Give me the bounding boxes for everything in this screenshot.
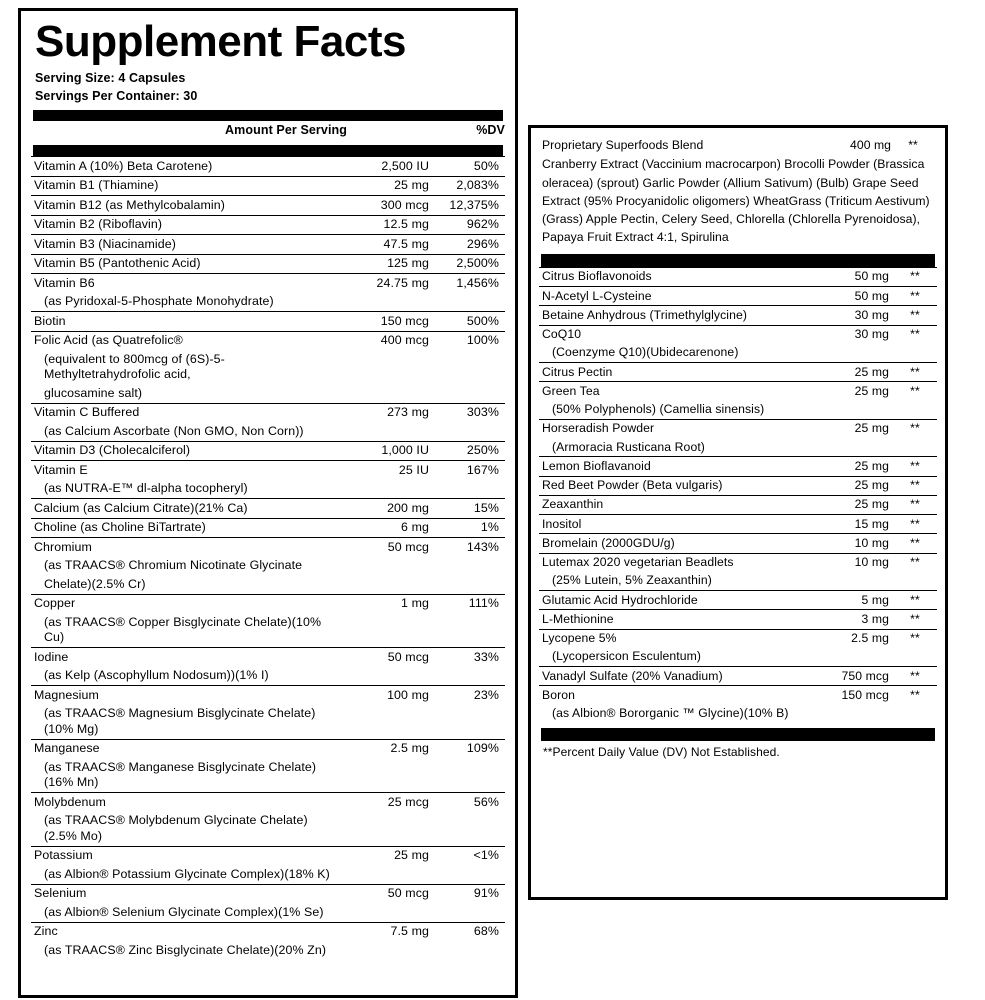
nutrient-amount xyxy=(333,812,437,847)
nutrient-amount: 15 mg xyxy=(803,515,893,534)
nutrient-dv: 1% xyxy=(437,518,505,538)
serving-size: Serving Size: 4 Capsules xyxy=(35,71,186,86)
nutrient-dv xyxy=(437,667,505,686)
nutrient-dv: 91% xyxy=(437,884,505,903)
nutrient-dv: 33% xyxy=(437,648,505,667)
nutrient-name: Vitamin B5 (Pantothenic Acid) xyxy=(31,254,333,274)
column-header-dv: %DV xyxy=(476,122,505,137)
nutrient-amount: 10 mg xyxy=(803,553,893,572)
nutrient-amount: 10 mg xyxy=(803,534,893,553)
dv-footnote: **Percent Daily Value (DV) Not Established. xyxy=(543,744,780,759)
proprietary-blend xyxy=(539,134,937,249)
nutrient-amount xyxy=(333,667,437,686)
nutrient-name: Vitamin E xyxy=(31,461,333,480)
nutrient-amount: 273 mg xyxy=(333,403,437,422)
nutrient-amount xyxy=(333,705,437,740)
nutrient-dv: ** xyxy=(893,591,937,610)
nutrient-name: (Lycopersicon Esculentum) xyxy=(552,649,702,664)
nutrient-dv: 23% xyxy=(437,686,505,705)
nutrient-name: (Coenzyme Q10)(Ubidecarenone) xyxy=(552,345,739,360)
nutrient-name: (as Albion® Selenium Glycinate Complex)(1% Se) xyxy=(44,904,324,919)
nutrient-dv: 296% xyxy=(437,235,505,255)
nutrient-amount xyxy=(333,557,437,576)
nutrient-dv xyxy=(437,705,505,740)
nutrient-amount xyxy=(803,344,893,363)
nutrient-amount xyxy=(333,350,437,384)
nutrient-amount xyxy=(333,758,437,793)
nutrient-amount: 750 mcg xyxy=(803,667,893,686)
table-row xyxy=(31,705,505,740)
nutrient-name: Chromium xyxy=(31,538,333,557)
nutrient-dv: 303% xyxy=(437,403,505,422)
nutrient-amount: 5 mg xyxy=(803,591,893,610)
nutrient-name: Bromelain (2000GDU/g) xyxy=(539,534,803,553)
divider-thick-blend xyxy=(541,254,935,267)
nutrient-name: Inositol xyxy=(539,515,803,534)
nutrient-name: (50% Polyphenols) (Camellia sinensis) xyxy=(552,402,765,417)
nutrient-name: Citrus Bioflavonoids xyxy=(539,267,803,286)
nutrient-amount xyxy=(333,865,437,884)
nutrient-amount: 25 IU xyxy=(333,461,437,480)
table-row xyxy=(31,499,505,519)
table-row xyxy=(31,235,505,255)
table-row xyxy=(539,344,937,363)
nutrient-name: (as TRAACS® Zinc Bisglycinate Chelate)(20% Zn) xyxy=(44,942,327,957)
nutrient-dv: 56% xyxy=(437,793,505,812)
divider-thick-bottom xyxy=(541,728,935,741)
nutrient-dv: ** xyxy=(893,667,937,686)
nutrient-amount xyxy=(333,384,437,403)
nutrient-dv: ** xyxy=(893,267,937,286)
nutrient-dv: ** xyxy=(893,287,937,306)
nutrient-amount: 200 mg xyxy=(333,499,437,519)
nutrient-dv: ** xyxy=(893,382,937,401)
table-row xyxy=(31,196,505,216)
nutrient-name: Vanadyl Sulfate (20% Vanadium) xyxy=(539,667,803,686)
nutrient-name: Vitamin B3 (Niacinamide) xyxy=(31,235,333,255)
table-row xyxy=(31,461,505,480)
nutrient-dv xyxy=(893,572,937,591)
nutrient-name: (as TRAACS® Copper Bisglycinate Chelate)(10% Cu) xyxy=(44,614,322,645)
nutrient-amount: 2.5 mg xyxy=(803,629,893,648)
nutrient-amount: 50 mg xyxy=(803,287,893,306)
nutrient-name: Vitamin A (10%) Beta Carotene) xyxy=(31,157,333,177)
table-row xyxy=(539,629,937,648)
blend-name: Proprietary Superfoods Blend xyxy=(542,138,704,152)
nutrient-dv xyxy=(893,438,937,457)
nutrient-amount: 100 mg xyxy=(333,686,437,705)
table-row xyxy=(31,254,505,274)
nutrient-dv: ** xyxy=(893,325,937,344)
nutrient-name: (as TRAACS® Magnesium Bisglycinate Chelate)(10% Mg) xyxy=(44,706,316,736)
table-row xyxy=(539,419,937,438)
nutrient-name: (as TRAACS® Molybdenum Glycinate Chelate)(2.5% Mo) xyxy=(44,813,308,843)
table-row xyxy=(539,267,937,286)
blend-ingredients: Cranberry Extract (Vaccinium macrocarpon) Brocolli Powder (Brassica oleracea) (sprout) Garlic Powder (Allium Sativum) (Bulb) Grape Seed Extract (95% Procyanidolic oligomers) WheatGrass (Triticum Aestivum) (Grass) Apple Pectin, Celery Seed, Chlorella (Chlorella Pyrenoidosa), Papaya Fruit Extract 4:1, Spirulina xyxy=(542,157,930,245)
nutrient-dv xyxy=(893,344,937,363)
nutrient-dv xyxy=(437,575,505,594)
nutrient-rows-right xyxy=(539,267,937,723)
supplement-facts-panel-right xyxy=(528,125,948,900)
table-row xyxy=(539,515,937,534)
nutrient-dv xyxy=(893,648,937,667)
table-row xyxy=(539,667,937,686)
table-row xyxy=(539,705,937,723)
nutrient-name: (as Calcium Ascorbate (Non GMO, Non Corn)) xyxy=(44,423,304,438)
nutrient-amount: 50 mcg xyxy=(333,648,437,667)
nutrient-amount xyxy=(803,401,893,420)
nutrient-dv: <1% xyxy=(437,846,505,865)
nutrient-dv: 15% xyxy=(437,499,505,519)
blend-dv-star: ** xyxy=(908,138,918,152)
nutrient-amount: 25 mg xyxy=(803,476,893,495)
nutrient-amount: 50 mcg xyxy=(333,538,437,557)
nutrient-name: (as TRAACS® Manganese Bisglycinate Chelate)(16% Mn) xyxy=(44,759,317,790)
table-row xyxy=(539,610,937,629)
nutrient-amount: 24.75 mg xyxy=(333,274,437,293)
table-row xyxy=(31,575,505,594)
nutrient-name: Folic Acid (as Quatrefolic® xyxy=(31,331,333,350)
table-row xyxy=(31,648,505,667)
supplement-facts-panel-left xyxy=(18,8,518,998)
nutrient-amount: 25 mg xyxy=(333,176,437,196)
nutrient-dv xyxy=(437,812,505,847)
table-row xyxy=(539,495,937,514)
nutrient-dv: 100% xyxy=(437,331,505,350)
nutrient-dv: 2,083% xyxy=(437,176,505,196)
nutrient-dv xyxy=(437,941,505,960)
nutrient-name: Glutamic Acid Hydrochloride xyxy=(539,591,803,610)
table-row xyxy=(539,572,937,591)
nutrient-name: Vitamin B2 (Riboflavin) xyxy=(31,215,333,235)
table-row xyxy=(31,941,505,960)
nutrient-amount xyxy=(333,293,437,312)
nutrient-name: Vitamin B1 (Thiamine) xyxy=(31,176,333,196)
nutrient-amount xyxy=(333,613,437,648)
nutrient-amount: 25 mg xyxy=(803,419,893,438)
table-row xyxy=(31,176,505,196)
nutrient-dv: ** xyxy=(893,610,937,629)
table-row xyxy=(31,557,505,576)
nutrient-name: Vitamin B12 (as Methylcobalamin) xyxy=(31,196,333,216)
nutrient-dv: ** xyxy=(893,686,937,705)
table-row xyxy=(31,157,505,177)
nutrient-dv: ** xyxy=(893,363,937,382)
nutrient-name: Biotin xyxy=(31,312,333,332)
nutrient-dv: 1,456% xyxy=(437,274,505,293)
table-row xyxy=(539,363,937,382)
nutrient-dv: 143% xyxy=(437,538,505,557)
nutrient-name: Copper xyxy=(31,594,333,613)
table-row xyxy=(31,739,505,758)
nutrient-dv xyxy=(437,422,505,441)
nutrient-name: Iodine xyxy=(31,648,333,667)
nutrient-name: Choline (as Choline BiTartrate) xyxy=(31,518,333,538)
nutrient-dv: ** xyxy=(893,629,937,648)
nutrient-amount: 30 mg xyxy=(803,325,893,344)
table-row xyxy=(31,480,505,499)
table-row xyxy=(31,594,505,613)
table-row xyxy=(31,812,505,847)
table-row xyxy=(31,422,505,441)
nutrient-amount: 2.5 mg xyxy=(333,739,437,758)
nutrient-name: L-Methionine xyxy=(539,610,803,629)
nutrient-name: glucosamine salt) xyxy=(44,385,143,400)
nutrient-dv xyxy=(437,384,505,403)
table-row xyxy=(31,667,505,686)
table-row xyxy=(539,325,937,344)
nutrient-dv: ** xyxy=(893,457,937,476)
nutrient-name: Betaine Anhydrous (Trimethylglycine) xyxy=(539,306,803,325)
nutrient-amount xyxy=(803,705,893,723)
servings-per-container: Servings Per Container: 30 xyxy=(35,89,198,104)
nutrient-name: (as TRAACS® Chromium Nicotinate Glycinate xyxy=(44,558,303,573)
table-row xyxy=(539,648,937,667)
nutrient-name: Vitamin D3 (Cholecalciferol) xyxy=(31,441,333,461)
table-row xyxy=(539,534,937,553)
nutrient-amount: 125 mg xyxy=(333,254,437,274)
nutrient-amount: 25 mg xyxy=(803,363,893,382)
nutrient-name: (Armoracia Rusticana Root) xyxy=(552,439,705,454)
page-title: Supplement Facts xyxy=(35,17,406,66)
nutrient-dv: ** xyxy=(893,306,937,325)
nutrient-dv xyxy=(437,903,505,922)
nutrient-name: Red Beet Powder (Beta vulgaris) xyxy=(539,476,803,495)
table-row xyxy=(31,518,505,538)
table-row xyxy=(539,476,937,495)
nutrient-dv xyxy=(893,401,937,420)
nutrient-amount: 12.5 mg xyxy=(333,215,437,235)
table-row xyxy=(539,438,937,457)
nutrient-name: (as NUTRA-E™ dl-alpha tocopheryl) xyxy=(44,481,248,496)
nutrient-name: Manganese xyxy=(31,739,333,758)
nutrient-name: Chelate)(2.5% Cr) xyxy=(44,576,146,591)
nutrient-amount xyxy=(333,422,437,441)
nutrient-name: Potassium xyxy=(31,846,333,865)
nutrient-name: Vitamin B6 xyxy=(31,274,333,293)
nutrient-dv: 250% xyxy=(437,441,505,461)
table-row xyxy=(31,884,505,903)
nutrient-name: Selenium xyxy=(31,884,333,903)
table-row xyxy=(31,274,505,293)
nutrient-amount: 50 mg xyxy=(803,267,893,286)
nutrient-name: Calcium (as Calcium Citrate)(21% Ca) xyxy=(31,499,333,519)
nutrient-dv: 111% xyxy=(437,594,505,613)
table-row xyxy=(31,293,505,312)
nutrient-dv: 962% xyxy=(437,215,505,235)
nutrient-dv xyxy=(437,557,505,576)
nutrient-dv xyxy=(437,613,505,648)
nutrient-amount: 150 mcg xyxy=(803,686,893,705)
nutrient-name: (25% Lutein, 5% Zeaxanthin) xyxy=(552,573,712,588)
nutrient-name: Vitamin C Buffered xyxy=(31,403,333,422)
table-row xyxy=(31,312,505,332)
nutrient-dv xyxy=(437,480,505,499)
nutrient-dv: ** xyxy=(893,495,937,514)
nutrient-dv: 2,500% xyxy=(437,254,505,274)
nutrient-dv: ** xyxy=(893,476,937,495)
nutrient-name: Zinc xyxy=(31,922,333,941)
nutrient-amount: 47.5 mg xyxy=(333,235,437,255)
nutrient-amount xyxy=(803,648,893,667)
table-row xyxy=(31,613,505,648)
nutrient-dv: ** xyxy=(893,515,937,534)
table-row xyxy=(539,382,937,401)
table-row xyxy=(539,686,937,705)
table-row xyxy=(539,553,937,572)
nutrient-amount: 2,500 IU xyxy=(333,157,437,177)
blend-amount: 400 mg xyxy=(850,138,891,152)
table-row xyxy=(31,215,505,235)
divider-thick-top xyxy=(33,110,503,121)
nutrient-dv: 50% xyxy=(437,157,505,177)
nutrient-name: Boron xyxy=(539,686,803,705)
table-row xyxy=(31,403,505,422)
nutrient-name: (equivalent to 800mcg of (6S)-5-Methyltetrahydrofolic acid, xyxy=(44,351,225,382)
nutrient-dv: 68% xyxy=(437,922,505,941)
nutrient-dv: 500% xyxy=(437,312,505,332)
table-header-row xyxy=(31,121,505,140)
nutrient-rows-left xyxy=(31,156,505,960)
table-row xyxy=(31,441,505,461)
nutrient-amount: 300 mcg xyxy=(333,196,437,216)
nutrient-amount: 25 mg xyxy=(803,495,893,514)
nutrient-dv: 167% xyxy=(437,461,505,480)
nutrient-dv: 109% xyxy=(437,739,505,758)
nutrient-amount: 150 mcg xyxy=(333,312,437,332)
nutrient-amount xyxy=(333,903,437,922)
nutrient-amount: 1 mg xyxy=(333,594,437,613)
nutrient-dv xyxy=(437,350,505,384)
nutrient-name: Lemon Bioflavanoid xyxy=(539,457,803,476)
nutrient-name: Citrus Pectin xyxy=(539,363,803,382)
nutrient-amount xyxy=(333,941,437,960)
table-row xyxy=(31,865,505,884)
table-row xyxy=(539,457,937,476)
table-row xyxy=(31,686,505,705)
nutrient-amount: 50 mcg xyxy=(333,884,437,903)
nutrient-dv xyxy=(437,758,505,793)
table-row xyxy=(31,350,505,384)
table-row xyxy=(539,287,937,306)
table-row xyxy=(31,538,505,557)
nutrient-name: Lycopene 5% xyxy=(539,629,803,648)
nutrient-name: Lutemax 2020 vegetarian Beadlets xyxy=(539,553,803,572)
nutrient-name: Magnesium xyxy=(31,686,333,705)
nutrient-table-left xyxy=(31,121,505,140)
column-header-amount: Amount Per Serving xyxy=(225,122,347,137)
table-row xyxy=(31,331,505,350)
nutrient-amount: 30 mg xyxy=(803,306,893,325)
table-row xyxy=(31,922,505,941)
nutrient-name: (as Kelp (Ascophyllum Nodosum))(1% I) xyxy=(44,668,269,683)
nutrient-amount xyxy=(803,572,893,591)
nutrient-amount: 1,000 IU xyxy=(333,441,437,461)
nutrient-amount xyxy=(333,575,437,594)
table-row xyxy=(31,758,505,793)
nutrient-dv: ** xyxy=(893,534,937,553)
nutrient-dv: 12,375% xyxy=(437,196,505,216)
table-row xyxy=(539,401,937,420)
nutrient-amount xyxy=(803,438,893,457)
divider-thick-header xyxy=(33,145,503,156)
nutrient-name: Green Tea xyxy=(539,382,803,401)
table-row xyxy=(539,591,937,610)
nutrient-dv xyxy=(893,705,937,723)
nutrient-name: Horseradish Powder xyxy=(539,419,803,438)
nutrient-amount: 25 mcg xyxy=(333,793,437,812)
table-row xyxy=(31,384,505,403)
nutrient-amount: 6 mg xyxy=(333,518,437,538)
nutrient-name: Zeaxanthin xyxy=(539,495,803,514)
nutrient-amount: 25 mg xyxy=(803,457,893,476)
nutrient-name: Molybdenum xyxy=(31,793,333,812)
nutrient-amount xyxy=(333,480,437,499)
nutrient-dv xyxy=(437,865,505,884)
nutrient-name: (as Pyridoxal-5-Phosphate Monohydrate) xyxy=(44,294,274,309)
nutrient-dv: ** xyxy=(893,419,937,438)
nutrient-amount: 3 mg xyxy=(803,610,893,629)
nutrient-name: (as Albion® Potassium Glycinate Complex)(18% K) xyxy=(44,866,330,881)
nutrient-dv xyxy=(437,293,505,312)
table-row xyxy=(539,306,937,325)
nutrient-amount: 400 mcg xyxy=(333,331,437,350)
nutrient-name: CoQ10 xyxy=(539,325,803,344)
nutrient-name: (as Albion® Bororganic ™ Glycine)(10% B) xyxy=(552,706,789,721)
table-row xyxy=(31,903,505,922)
nutrient-name: N-Acetyl L-Cysteine xyxy=(539,287,803,306)
nutrient-amount: 25 mg xyxy=(803,382,893,401)
table-row xyxy=(31,793,505,812)
nutrient-amount: 25 mg xyxy=(333,846,437,865)
table-row xyxy=(31,846,505,865)
nutrient-dv: ** xyxy=(893,553,937,572)
nutrient-amount: 7.5 mg xyxy=(333,922,437,941)
